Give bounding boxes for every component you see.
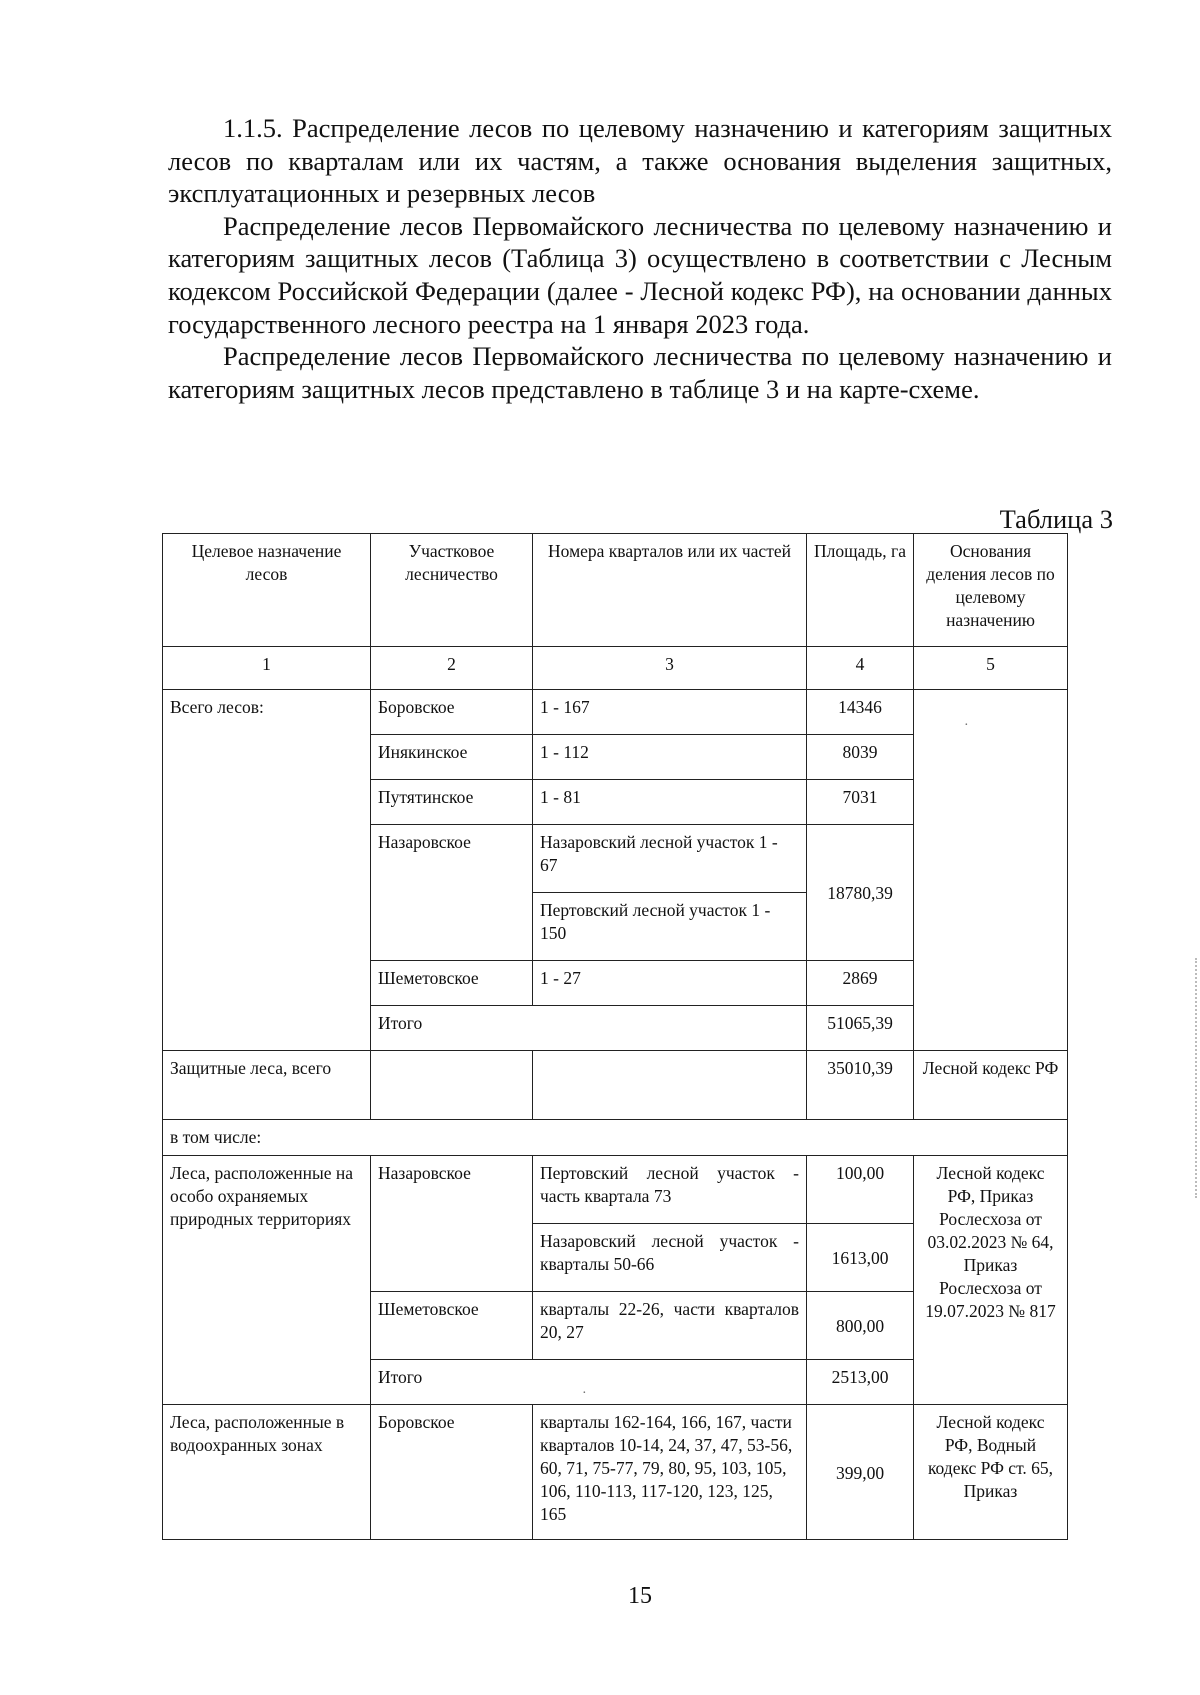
table-row bbox=[163, 1405, 1068, 1540]
quarters-cell: кварталы 22-26, части кварталов 20, 27 bbox=[533, 1292, 807, 1360]
header-cell: Целевое назначение лесов bbox=[163, 534, 371, 647]
district-cell: Боровское bbox=[371, 690, 533, 735]
including-label: в том числе: bbox=[163, 1120, 1068, 1156]
column-number: 1 bbox=[163, 647, 371, 690]
district-cell: Инякинское bbox=[371, 735, 533, 780]
area-cell: 8039 bbox=[807, 735, 914, 780]
section-heading-paragraph: 1.1.5. Распределение лесов по целевому назначению и категориям защитных лесов по кварталам или их частям, а также основания выделения защитных, эксплуатационных и резервных лесов bbox=[168, 113, 1112, 209]
body-paragraph: Распределение лесов Первомайского лесничества по целевому назначению и категориям защитных лесов представлено в таблице 3 и на карте-схеме. bbox=[168, 341, 1112, 404]
table-caption: Таблица 3 bbox=[999, 504, 1113, 534]
quarters-cell: Назаровский лесной участок 1 - 67 bbox=[533, 825, 807, 893]
scan-speck: · bbox=[964, 718, 969, 733]
district-cell: Назаровское bbox=[371, 825, 533, 961]
quarters-cell bbox=[533, 1051, 807, 1120]
quarters-cell: Пертовский лесной участок - часть квартала 73 bbox=[533, 1156, 807, 1224]
protective-forests-row bbox=[163, 1051, 1068, 1120]
subtotal-label: Итого bbox=[371, 1360, 807, 1405]
table-row bbox=[163, 690, 1068, 735]
subtotal-area: 2513,00 bbox=[807, 1360, 914, 1405]
area-cell: 800,00 bbox=[807, 1292, 914, 1360]
body-paragraph: Распределение лесов Первомайского лесничества по целевому назначению и категориям защитных лесов (Таблица 3) осуществлено в соответствии с Лесным кодексом Российской Федерации (далее - Лесной кодекс РФ), на основании данных государственного лесного реестра на 1 января 2023 года. bbox=[168, 210, 1112, 339]
quarters-cell: кварталы 162-164, 166, 167, части кварталов 10-14, 24, 37, 47, 53-56, 60, 71, 75-77, 79, 80, 95, 103, 105, 106, 110-113, 117-120, 123, 125, 165 bbox=[533, 1405, 807, 1540]
quarters-cell: 1 - 112 bbox=[533, 735, 807, 780]
area-cell: 100,00 bbox=[807, 1156, 914, 1224]
district-cell: Боровское bbox=[371, 1405, 533, 1540]
header-cell: Номера кварталов или их частей bbox=[533, 534, 807, 647]
quarters-cell: 1 - 27 bbox=[533, 961, 807, 1006]
header-cell: Площадь, га bbox=[807, 534, 914, 647]
scan-speck: · bbox=[582, 1386, 587, 1401]
basis-cell: Лесной кодекс РФ, Водный кодекс РФ ст. 65, Приказ bbox=[914, 1405, 1068, 1540]
district-cell bbox=[371, 1051, 533, 1120]
header-cell: Участковое лесничество bbox=[371, 534, 533, 647]
district-cell: Шеметовское bbox=[371, 1292, 533, 1360]
district-cell: Назаровское bbox=[371, 1156, 533, 1292]
purpose-cell: Леса, расположенные в водоохранных зонах bbox=[163, 1405, 371, 1540]
column-number: 4 bbox=[807, 647, 914, 690]
area-cell: 7031 bbox=[807, 780, 914, 825]
table-row bbox=[163, 1156, 1068, 1224]
quarters-cell: Назаровский лесной участок - кварталы 50-66 bbox=[533, 1224, 807, 1292]
subtotal-area: 51065,39 bbox=[807, 1006, 914, 1051]
forest-distribution-table bbox=[162, 533, 1068, 1540]
area-cell: 2869 bbox=[807, 961, 914, 1006]
district-cell: Путятинское bbox=[371, 780, 533, 825]
quarters-cell: 1 - 167 bbox=[533, 690, 807, 735]
purpose-cell: Всего лесов: bbox=[163, 690, 371, 1051]
header-cell: Основания деления лесов по целевому назначению bbox=[914, 534, 1068, 647]
basis-cell: Лесной кодекс РФ, Приказ Рослесхоза от 03.02.2023 № 64, Приказ Рослесхоза от 19.07.2023 № 817 bbox=[914, 1156, 1068, 1405]
section-text bbox=[168, 112, 1112, 405]
area-cell: 35010,39 bbox=[807, 1051, 914, 1120]
including-row bbox=[163, 1120, 1068, 1156]
table-header-row bbox=[163, 534, 1068, 647]
column-number: 2 bbox=[371, 647, 533, 690]
area-cell: 1613,00 bbox=[807, 1224, 914, 1292]
scan-edge-mark bbox=[1195, 958, 1199, 1198]
column-number: 5 bbox=[914, 647, 1068, 690]
basis-cell bbox=[914, 690, 1068, 1051]
basis-cell: Лесной кодекс РФ bbox=[914, 1051, 1068, 1120]
purpose-cell: Защитные леса, всего bbox=[163, 1051, 371, 1120]
subtotal-label: Итого bbox=[371, 1006, 807, 1051]
purpose-cell: Леса, расположенные на особо охраняемых природных территориях bbox=[163, 1156, 371, 1405]
quarters-cell: Пертовский лесной участок 1 - 150 bbox=[533, 893, 807, 961]
area-cell: 399,00 bbox=[807, 1405, 914, 1540]
column-number: 3 bbox=[533, 647, 807, 690]
column-number-row bbox=[163, 647, 1068, 690]
area-cell: 14346 bbox=[807, 690, 914, 735]
page-number: 15 bbox=[628, 1583, 652, 1609]
district-cell: Шеметовское bbox=[371, 961, 533, 1006]
quarters-cell: 1 - 81 bbox=[533, 780, 807, 825]
area-cell: 18780,39 bbox=[807, 825, 914, 961]
